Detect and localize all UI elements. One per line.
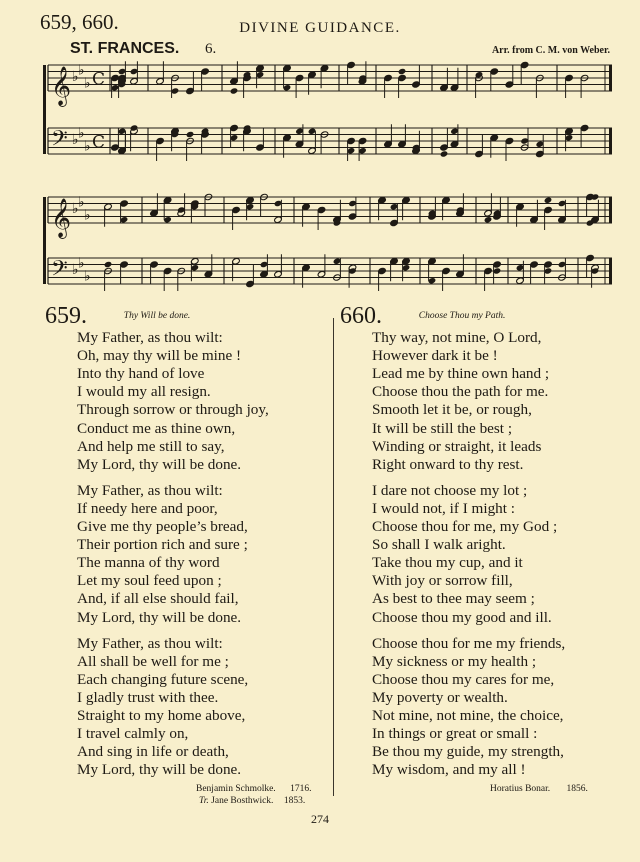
translator-prefix: Tr. bbox=[199, 796, 209, 806]
hymn-659-number: 659. bbox=[45, 303, 87, 329]
author-name: Benjamin Schmolke. bbox=[196, 784, 276, 794]
verse-line: The manna of thy word bbox=[77, 554, 220, 572]
note-head bbox=[230, 87, 239, 94]
key-signature-flat: ♭ bbox=[78, 255, 85, 272]
verse-line: I gladly trust with thee. bbox=[77, 688, 219, 706]
stanza bbox=[372, 635, 630, 780]
verse-line: Oh, may thy will be mine ! bbox=[77, 347, 242, 365]
time-signature: C bbox=[92, 132, 106, 153]
author-credit bbox=[196, 784, 311, 794]
verse-line: I would not, if I might : bbox=[372, 499, 516, 517]
verse-line: Choose thou for me my friends, bbox=[372, 634, 566, 652]
author-year: 1856. bbox=[566, 784, 588, 794]
translator-name: Jane Bosthwick. bbox=[211, 796, 274, 806]
final-barline bbox=[609, 258, 612, 284]
final-barline bbox=[609, 128, 612, 154]
key-signature-flat: ♭ bbox=[72, 132, 79, 148]
verse-line: Through sorrow or through joy, bbox=[77, 401, 269, 419]
verse-line: In things or great or small : bbox=[372, 725, 538, 743]
verse-line: My Lord, thy will be done. bbox=[77, 761, 242, 779]
author-credit bbox=[490, 784, 588, 794]
stanza bbox=[77, 329, 335, 474]
verse-line: It will be still the best ; bbox=[372, 419, 513, 437]
verse-line: I dare not choose my lot ; bbox=[372, 481, 528, 499]
system-bracket bbox=[43, 65, 46, 154]
key-signature-flat: ♭ bbox=[84, 207, 91, 224]
verse-line: My Father, as thou wilt: bbox=[77, 481, 223, 499]
verse-line: Choose thou the path for me. bbox=[372, 383, 549, 401]
verse-line: Thy way, not mine, O Lord, bbox=[372, 329, 542, 347]
verse-line: My Lord, thy will be done. bbox=[77, 608, 242, 626]
verse-line: Into thy hand of love bbox=[77, 365, 205, 383]
music-score bbox=[0, 0, 640, 300]
verse-line: Let my soul feed upon ; bbox=[77, 572, 222, 590]
verse-line: Choose thou my good and ill. bbox=[372, 608, 552, 626]
verse-line: My Father, as thou wilt: bbox=[77, 634, 223, 652]
key-signature-flat: ♭ bbox=[84, 138, 91, 155]
verse-line: Straight to my home above, bbox=[77, 706, 246, 724]
note-head bbox=[544, 197, 553, 204]
verse-line: Winding or straight, it leads bbox=[372, 437, 542, 455]
note-head bbox=[104, 261, 113, 268]
key-signature-flat: ♭ bbox=[72, 201, 79, 217]
key-signature-flat: ♭ bbox=[78, 125, 85, 142]
final-barline bbox=[609, 197, 612, 223]
stanza bbox=[77, 635, 335, 780]
note-head bbox=[440, 150, 449, 157]
verse-line: However dark it be ! bbox=[372, 347, 498, 365]
tune-name: ST. FRANCES. bbox=[70, 40, 180, 57]
author-year: 1716. bbox=[290, 784, 312, 794]
note-head bbox=[398, 68, 407, 75]
hymn-660-subtitle: Choose Thou my Path. bbox=[418, 311, 506, 321]
meter: 6. bbox=[205, 41, 217, 57]
author-name: Horatius Bonar. bbox=[490, 784, 551, 794]
translator-credit bbox=[199, 796, 305, 806]
verse-line: Take thou my cup, and it bbox=[372, 554, 523, 572]
verse-line: Choose thou for me, my God ; bbox=[372, 518, 558, 536]
hymn-659 bbox=[45, 303, 335, 779]
key-signature-flat: ♭ bbox=[84, 75, 91, 92]
key-signature-flat: ♭ bbox=[78, 62, 85, 79]
page-number: 274 bbox=[311, 812, 329, 826]
hymn-numbers: 659, 660. bbox=[40, 10, 119, 34]
note-head bbox=[484, 216, 493, 223]
hymn-660-number: 660. bbox=[340, 303, 382, 329]
running-head: DIVINE GUIDANCE. bbox=[239, 20, 401, 36]
verse-line: Each changing future scene, bbox=[77, 670, 249, 688]
bass-clef: 𝄢 bbox=[51, 256, 68, 287]
verse-line: And, if all else should fail, bbox=[77, 590, 239, 608]
hymn-660 bbox=[340, 303, 630, 779]
verse-line: With joy or sorrow fill, bbox=[372, 572, 513, 590]
verse-line: All shall be well for me ; bbox=[77, 652, 229, 670]
system-bracket bbox=[43, 197, 46, 284]
hymn-660-heading bbox=[340, 303, 630, 329]
stanza bbox=[372, 482, 630, 627]
verse-line: Be thou my guide, my strength, bbox=[372, 743, 564, 761]
verse-line: And sing in life or death, bbox=[77, 743, 229, 761]
verse-line: I travel calmly on, bbox=[77, 725, 189, 743]
verse-line: Conduct me as thine own, bbox=[77, 419, 236, 437]
key-signature-flat: ♭ bbox=[72, 262, 79, 278]
treble-clef: 𝄞 bbox=[51, 66, 72, 106]
column-divider bbox=[333, 318, 334, 796]
stanza bbox=[77, 482, 335, 627]
bass-clef: 𝄢 bbox=[51, 126, 68, 157]
key-signature-flat: ♭ bbox=[72, 69, 79, 85]
stanza bbox=[372, 329, 630, 474]
verse-line: Lead me by thine own hand ; bbox=[372, 365, 550, 383]
verse-line: My Lord, thy will be done. bbox=[77, 455, 242, 473]
verse-line: If needy here and poor, bbox=[77, 499, 218, 517]
verse-line: My Father, as thou wilt: bbox=[77, 329, 223, 347]
verse-line: Give me thy people’s bread, bbox=[77, 518, 248, 536]
verse-line: And help me still to say, bbox=[77, 437, 225, 455]
verse-line: Smooth let it be, or rough, bbox=[372, 401, 532, 419]
verse-line: As best to thee may seem ; bbox=[372, 590, 535, 608]
verse-line: I would my all resign. bbox=[77, 383, 211, 401]
verse-line: My poverty or wealth. bbox=[372, 688, 508, 706]
hymn-659-heading bbox=[45, 303, 335, 329]
hymn-659-subtitle: Thy Will be done. bbox=[123, 311, 191, 321]
key-signature-flat: ♭ bbox=[84, 268, 91, 285]
note-head bbox=[186, 131, 195, 138]
key-signature-flat: ♭ bbox=[78, 194, 85, 211]
verse-line: Not mine, not mine, the choice, bbox=[372, 706, 564, 724]
treble-clef: 𝄞 bbox=[51, 198, 72, 238]
verse-line: Right onward to thy rest. bbox=[372, 455, 524, 473]
verse-line: My wisdom, and my all ! bbox=[372, 761, 526, 779]
translator-year: 1853. bbox=[283, 796, 306, 806]
verse-line: My sickness or my health ; bbox=[372, 652, 537, 670]
arranger-credit: Arr. from C. M. von Weber. bbox=[491, 45, 610, 56]
verse-line: So shall I walk aright. bbox=[372, 536, 506, 554]
verse-line: Choose thou my cares for me, bbox=[372, 670, 555, 688]
time-signature: C bbox=[92, 69, 106, 90]
final-barline bbox=[609, 65, 612, 91]
verse-line: Their portion rich and sure ; bbox=[77, 536, 248, 554]
